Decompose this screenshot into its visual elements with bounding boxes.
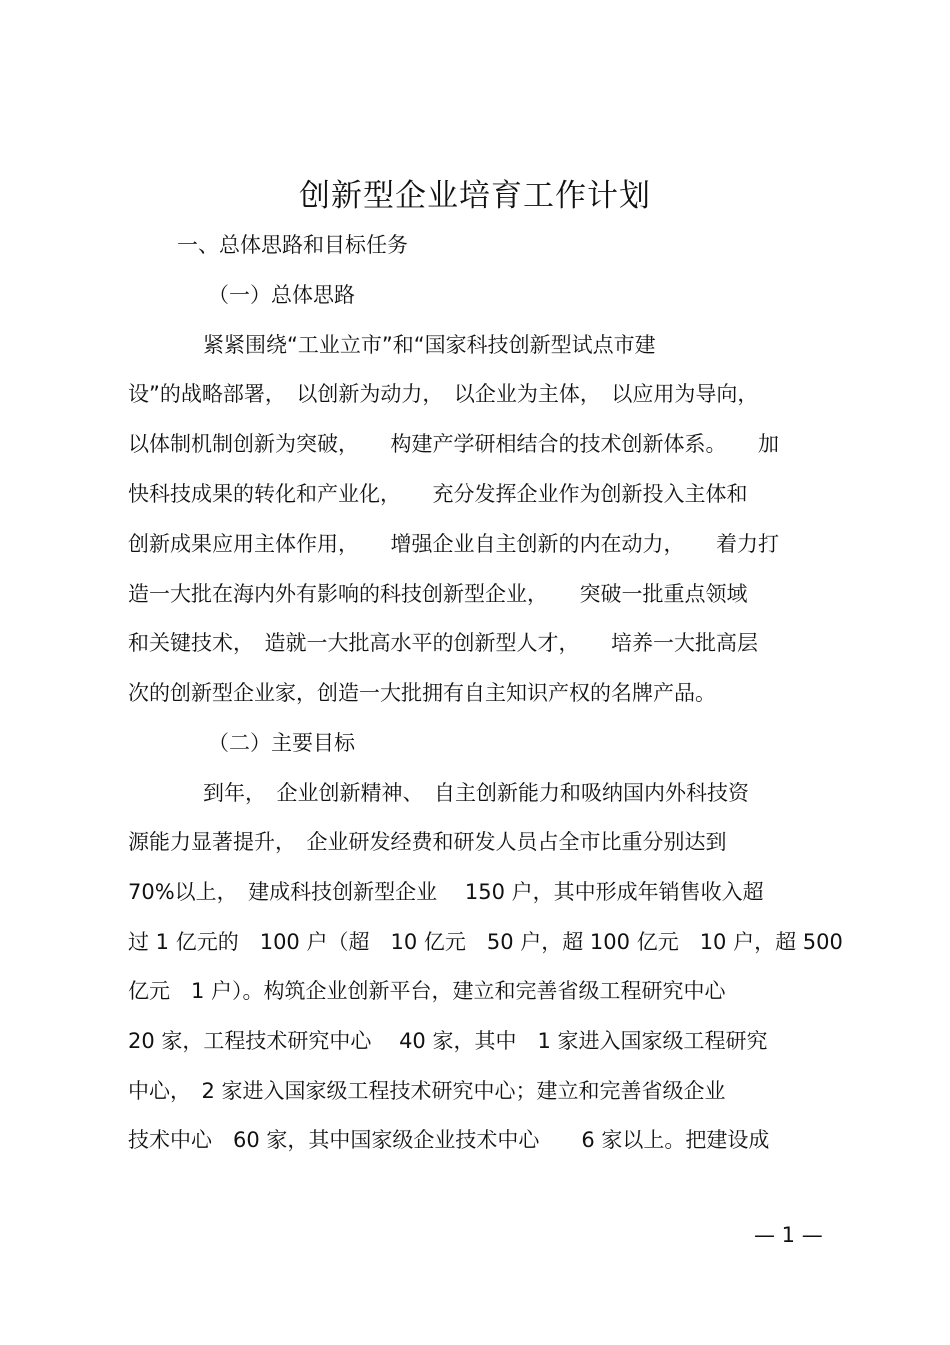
paragraph-line: 亿元 1 户）。构筑企业创新平台，建立和完善省级工程研究中心 xyxy=(128,979,726,1003)
paragraph-line: 中心， 2 家进入国家级工程技术研究中心；建立和完善省级企业 xyxy=(128,1079,726,1103)
paragraph-line: 快科技成果的转化和产业化， 充分发挥企业作为创新投入主体和 xyxy=(128,482,748,506)
paragraph-line: 技术中心 60 家，其中国家级企业技术中心 6 家以上。把建设成 xyxy=(128,1128,770,1152)
paragraph-line: 设”的战略部署， 以创新为动力， 以企业为主体， 以应用为导向， xyxy=(128,382,759,406)
paragraph-line: 次的创新型企业家，创造一大批拥有自主知识产权的名牌产品。 xyxy=(128,681,716,705)
paragraph-line: 20 家，工程技术研究中心 40 家，其中 1 家进入国家级工程研究 xyxy=(128,1029,768,1053)
subsection-heading-2: （二）主要目标 xyxy=(208,731,355,755)
paragraph-line: 70%以上， 建成科技创新型企业 150 户，其中形成年销售收入超 xyxy=(128,880,764,904)
paragraph-line: 紧紧围绕“工业立市”和“国家科技创新型试点市建 xyxy=(203,333,656,357)
paragraph-line: 源能力显著提升， 企业研发经费和研发人员占全市比重分别达到 xyxy=(128,830,727,854)
document-title: 创新型企业培育工作计划 xyxy=(299,178,651,214)
paragraph-line: 和关键技术， 造就一大批高水平的创新型人才， 培养一大批高层 xyxy=(128,631,758,655)
paragraph-line: 过 1 亿元的 100 户（超 10 亿元 50 户，超 100 亿元 10 户，超 500 xyxy=(128,930,843,954)
paragraph-line: 以体制机制创新为突破， 构建产学研相结合的技术创新体系。 加 xyxy=(128,432,779,456)
page-number: — 1 — xyxy=(754,1223,823,1247)
section-heading-1: 一、总体思路和目标任务 xyxy=(177,233,408,257)
paragraph-line: 造一大批在海内外有影响的科技创新型企业， 突破一批重点领域 xyxy=(128,582,748,606)
paragraph-line: 创新成果应用主体作用， 增强企业自主创新的内在动力， 着力打 xyxy=(128,532,779,556)
paragraph-line: 到年， 企业创新精神、 自主创新能力和吸纳国内外科技资 xyxy=(203,781,749,805)
subsection-heading-1: （一）总体思路 xyxy=(208,283,355,307)
